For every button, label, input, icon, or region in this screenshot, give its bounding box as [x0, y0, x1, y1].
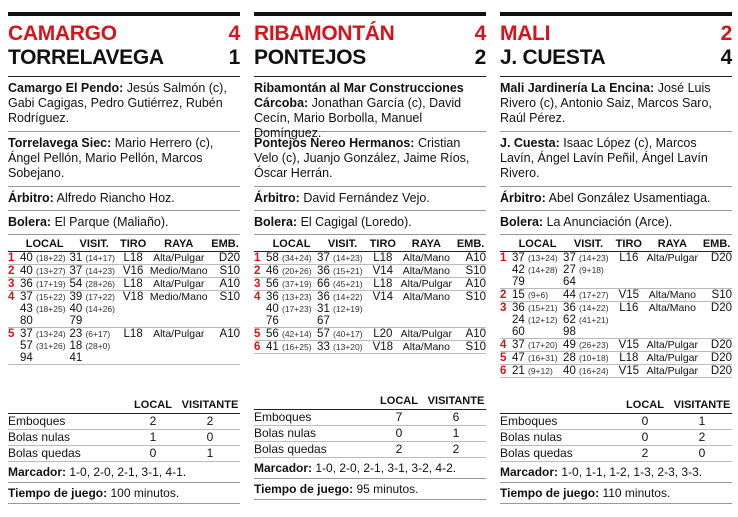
home-team-row: [8, 22, 240, 46]
throw-local: 21 (9+12): [512, 365, 553, 377]
away-lineup-players: Mario Herrero (c), Ángel Pellón, Mario Pellón, Marcos Sobejano.: [8, 136, 214, 180]
summary-quedas: [8, 446, 240, 462]
home-lineup: [500, 77, 732, 132]
summary-label: Emboques: [8, 414, 66, 428]
throw-emb: D20: [710, 339, 732, 351]
throw-number: 1: [254, 252, 261, 264]
summary-local-header: LOCAL: [626, 399, 664, 411]
tiempo: [500, 483, 732, 504]
referee-name: David Fernández Vejo.: [303, 191, 430, 205]
summary-emboques: [8, 414, 240, 430]
throw-raya: Alta/Pulgar: [646, 252, 699, 264]
summary-label: Emboques: [254, 410, 312, 424]
th-local: LOCAL: [512, 237, 563, 252]
summary-label: Bolas nulas: [500, 430, 563, 444]
throw-subrow: [500, 326, 732, 338]
throw-emb: A10: [465, 278, 486, 290]
summary-local-value: 0: [641, 414, 649, 428]
throw-emb: D20: [218, 252, 240, 264]
throw-subrow: [8, 352, 240, 364]
away-lineup-label: J. Cuesta:: [500, 136, 560, 150]
summary-local-header: LOCAL: [380, 395, 418, 407]
throw-local: 56 (42+14): [266, 328, 312, 340]
throw-subrow: [8, 303, 240, 315]
throw-local: 56 (37+19): [266, 278, 312, 290]
th-tiro: TIRO: [119, 238, 147, 250]
throw-number: 1: [8, 252, 15, 264]
referee: [254, 187, 486, 211]
throw-emb: A10: [465, 328, 486, 340]
throw-raya: Alta/Pulgar: [646, 352, 699, 364]
referee: [8, 187, 240, 211]
throw-visit: 28 (10+18): [563, 352, 609, 364]
throw-number: 3: [500, 302, 507, 314]
summary-local-value: 2: [395, 442, 403, 456]
throw-row: [254, 291, 486, 304]
th-local: LOCAL: [20, 237, 69, 252]
throw-row: [254, 341, 486, 354]
home-team-row: [500, 22, 732, 46]
home-lineup-label: Mali Jardinería La Encina:: [500, 81, 655, 95]
summary-label: Bolas nulas: [8, 430, 71, 444]
throw-tiro: V18: [372, 341, 394, 353]
away-team-score: 2: [474, 46, 486, 69]
referee-label: Árbitro:: [254, 191, 300, 205]
home-team-row: [254, 22, 486, 46]
match-column-camargo: [8, 12, 240, 365]
match-column-mali: [500, 12, 732, 378]
throw-number: 5: [8, 328, 15, 340]
throw-number: 2: [500, 289, 507, 301]
throw-visit-extra: 27 (9+18): [563, 264, 604, 276]
referee-name: Abel González Usamentiaga.: [548, 191, 711, 205]
throw-number: 4: [8, 291, 15, 303]
throw-subrow: [8, 315, 240, 327]
throw-visit-extra: 64: [563, 276, 576, 288]
throw-tiro: L16: [619, 252, 639, 264]
throw-number: 3: [254, 278, 261, 290]
throw-number: 5: [254, 328, 261, 340]
tiempo-value: 95 minutos.: [356, 482, 419, 496]
venue-name: El Parque (Maliaño).: [54, 215, 169, 229]
throw-local: 37 (13+24): [512, 252, 558, 264]
throw-subrow: [500, 276, 732, 288]
home-lineup: [8, 77, 240, 132]
marcador-label: Marcador:: [500, 465, 559, 479]
throw-tiro: L18: [373, 252, 393, 264]
throw-visit: 37 (14+23): [317, 252, 363, 264]
marcador-value: 1-0, 1-1, 1-2, 1-3, 2-3, 3-3.: [561, 465, 703, 479]
throw-tiro: V15: [618, 339, 640, 351]
summary-header: [8, 398, 240, 414]
away-team-name: PONTEJOS: [254, 46, 366, 69]
throw-visit-extra: 18 (28+0): [69, 340, 111, 352]
throw-number: 1: [500, 252, 507, 264]
summary-label: Bolas quedas: [254, 442, 327, 456]
throw-local: 40 (13+27): [20, 265, 66, 277]
away-lineup-label: Pontejos Nereo Hermanos:: [254, 136, 415, 150]
th-raya: RAYA: [644, 237, 702, 252]
throw-emb: S10: [465, 291, 486, 303]
throw-raya: Alta/Mano: [402, 265, 450, 277]
summary-visit-value: 1: [206, 446, 214, 460]
summary-visitante-header: VISITANTE: [181, 399, 239, 411]
throw-tiro: V14: [372, 265, 394, 277]
throw-emb: S10: [219, 291, 240, 303]
throw-raya: Alta/Pulgar: [646, 339, 699, 351]
throw-row: [8, 291, 240, 304]
throw-row: [500, 302, 732, 315]
throw-visit: 66 (45+21): [317, 278, 363, 290]
throw-visit: 49 (26+23): [563, 339, 609, 351]
away-lineup-players: Cristian Velo (c), Juanjo González, Jaime Ríos, Óscar Herrán.: [254, 136, 470, 180]
throw-local-extra: 80: [20, 315, 33, 327]
summary-label: Bolas quedas: [500, 446, 573, 460]
column-top-rule: [500, 12, 732, 16]
referee: [500, 187, 732, 211]
summary-visit-value: 0: [206, 430, 214, 444]
home-lineup-label: Camargo El Pendo:: [8, 81, 124, 95]
throw-row: [500, 289, 732, 302]
throw-visit-extra: 40 (14+26): [69, 303, 115, 315]
marcador: [254, 458, 486, 479]
summary-nulas: [500, 430, 732, 446]
throw-raya: Medio/Mano: [149, 291, 208, 303]
throw-local-extra: 43 (18+25): [20, 303, 66, 315]
home-lineup-players: Jonathan García (c), David Cecín, Mario Borbolla, Manuel Domínguez.: [254, 96, 462, 140]
home-team-name: CAMARGO: [8, 22, 117, 45]
throw-emb: D20: [710, 365, 732, 377]
summary-visit-value: 6: [452, 410, 460, 424]
throw-subrow: [254, 315, 486, 327]
throw-local: 37 (15+22): [20, 291, 66, 303]
summary-visit-value: 1: [698, 414, 706, 428]
throw-local-extra: 57 (31+26): [20, 340, 66, 352]
home-team-score: 4: [228, 22, 240, 45]
home-team-score: 2: [720, 22, 732, 45]
home-team-name: RIBAMONTÁN: [254, 22, 395, 45]
throw-raya: Medio/Mano: [149, 265, 208, 277]
home-lineup: [254, 77, 486, 140]
throw-raya: Alta/Pulgar: [153, 278, 205, 290]
th-emb: EMB.: [211, 238, 239, 250]
throw-row: [500, 365, 732, 378]
summary-visitante-header: VISITANTE: [673, 399, 731, 411]
throw-visit-extra: 62 (41+21): [563, 314, 609, 326]
throw-raya: Alta/Pulgar: [400, 278, 453, 290]
throw-row: [254, 328, 486, 341]
summary-visit-value: 2: [206, 414, 214, 428]
throw-tiro: L20: [373, 328, 393, 340]
throw-local: 36 (15+21): [512, 302, 558, 314]
throw-visit: 39 (17+22): [69, 291, 115, 303]
throw-visit: 37 (14+23): [69, 265, 115, 277]
venue: [254, 211, 486, 235]
venue-label: Bolera:: [254, 215, 298, 229]
throw-row: [500, 252, 732, 265]
marcador-label: Marcador:: [254, 461, 313, 475]
summary-local-value: 0: [641, 430, 649, 444]
throw-visit: 44 (17+27): [563, 289, 609, 301]
throw-visit: 31 (14+17): [69, 252, 115, 264]
referee-label: Árbitro:: [8, 191, 54, 205]
away-lineup-label: Torrelavega Siec:: [8, 136, 112, 150]
throw-local-extra: 24 (12+12): [512, 314, 558, 326]
throw-row: [254, 252, 486, 265]
summary-mali: [500, 398, 732, 504]
throw-number: 2: [8, 265, 15, 277]
throw-local: 40 (18+22): [20, 252, 66, 264]
venue: [500, 211, 732, 235]
throws-table: [254, 237, 486, 354]
throw-tiro: L18: [123, 252, 143, 264]
summary-emboques: [500, 414, 732, 430]
away-team-row: [500, 46, 732, 70]
throw-emb: A10: [465, 252, 486, 264]
throw-subrow: [8, 340, 240, 352]
throw-visit-extra: 41: [69, 352, 83, 364]
away-lineup: [8, 132, 240, 187]
tiempo: [8, 483, 240, 504]
throw-tiro: V14: [372, 291, 394, 303]
throw-emb: A10: [219, 278, 240, 290]
throw-local: 37 (17+20): [512, 339, 558, 351]
throw-visit-extra: 31 (12+19): [317, 303, 363, 315]
throw-row: [500, 352, 732, 365]
throw-row: [254, 278, 486, 291]
summary-local-value: 0: [149, 446, 157, 460]
throw-emb: S10: [219, 265, 240, 277]
throw-local: 36 (17+19): [20, 278, 66, 290]
th-tiro: TIRO: [615, 238, 642, 250]
summary-emboques: [254, 410, 486, 426]
away-team-score: 1: [228, 46, 240, 69]
throw-visit: 33 (13+20): [317, 341, 363, 353]
throw-visit: 54 (28+26): [69, 278, 115, 290]
summary-local-value: 2: [641, 446, 649, 460]
throw-emb: S10: [465, 265, 486, 277]
th-raya: RAYA: [147, 237, 210, 252]
throw-tiro: L18: [619, 352, 639, 364]
throw-visit-extra: 98: [563, 326, 576, 338]
throw-raya: Alta/Mano: [648, 289, 696, 301]
summary-quedas: [500, 446, 732, 462]
throw-raya: Alta/Mano: [402, 252, 450, 264]
throw-visit: 57 (40+17): [317, 328, 363, 340]
summary-label: Emboques: [500, 414, 558, 428]
tiempo-label: Tiempo de juego:: [500, 486, 600, 500]
throw-row: [8, 328, 240, 341]
throw-local-extra: 60: [512, 326, 525, 338]
away-team-name: J. CUESTA: [500, 46, 606, 69]
summary-local-value: 1: [149, 430, 157, 444]
throw-row: [8, 265, 240, 278]
throw-row: [254, 265, 486, 278]
throw-subrow: [500, 264, 732, 276]
th-visit: VISIT.: [563, 237, 614, 252]
summary-label: Bolas quedas: [8, 446, 81, 460]
marcador: [8, 462, 240, 483]
marcador-value: 1-0, 2-0, 2-1, 3-1, 4-1.: [69, 465, 187, 479]
home-team-name: MALI: [500, 22, 551, 45]
marcador: [500, 462, 732, 483]
summary-header: [500, 398, 732, 414]
summary-nulas: [8, 430, 240, 446]
th-tiro: TIRO: [369, 238, 396, 250]
throw-number: 4: [500, 339, 507, 351]
summary-local-value: 0: [395, 426, 403, 440]
th-raya: RAYA: [398, 237, 456, 252]
summary-visit-value: 2: [698, 430, 706, 444]
throw-number: 5: [500, 352, 507, 364]
summary-visitante-header: VISITANTE: [427, 395, 485, 407]
tiempo-value: 110 minutos.: [602, 486, 671, 500]
summary-visit-value: 0: [698, 446, 706, 460]
throw-visit-extra: 79: [69, 315, 83, 327]
throw-number: 3: [8, 278, 15, 290]
throw-local: 58 (34+24): [266, 252, 312, 264]
summary-header: [254, 394, 486, 410]
throw-raya: Alta/Pulgar: [400, 328, 453, 340]
marcador-label: Marcador:: [8, 465, 67, 479]
throw-visit: 23 (6+17): [69, 328, 111, 340]
summary-visit-value: 2: [452, 442, 460, 456]
column-top-rule: [254, 12, 486, 16]
home-lineup-label: Ribamontán al Mar Construcciones Cárcoba:: [254, 81, 464, 110]
th-emb: EMB.: [702, 238, 731, 250]
tiempo: [254, 479, 486, 500]
away-lineup: [500, 132, 732, 187]
throw-visit: 36 (15+21): [317, 265, 363, 277]
throw-raya: Alta/Pulgar: [153, 252, 205, 264]
tiempo-value: 100 minutos.: [110, 486, 180, 500]
throw-local: 41 (16+25): [266, 341, 312, 353]
throw-emb: S10: [711, 289, 732, 301]
throw-number: 6: [500, 365, 507, 377]
throw-tiro: V18: [122, 291, 144, 303]
throw-tiro: L18: [123, 328, 143, 340]
throw-local-extra: 79: [512, 276, 525, 288]
venue-name: La Anunciación (Arce).: [546, 215, 673, 229]
marcador-value: 1-0, 2-0, 2-1, 3-1, 3-2, 4-2.: [315, 461, 457, 475]
home-lineup-players: José Luis Rivero (c), Antonio Saiz, Marcos Saro, Raúl Pérez.: [500, 81, 712, 125]
throw-raya: Alta/Mano: [648, 302, 696, 314]
th-local: LOCAL: [266, 237, 317, 252]
throw-subrow: [254, 303, 486, 315]
throw-visit-extra: 67: [317, 315, 330, 327]
summary-ribamontan: [254, 394, 486, 500]
throw-raya: Alta/Pulgar: [646, 365, 699, 377]
summary-visit-value: 1: [452, 426, 460, 440]
away-lineup-players: Isaac López (c), Marcos Lavín, Ángel Lavín Peñil, Ángel Lavín Rivero.: [500, 136, 708, 180]
throw-raya: Alta/Pulgar: [153, 328, 205, 340]
throw-local: 36 (13+23): [266, 291, 312, 303]
throw-emb: A10: [219, 328, 240, 340]
th-visit: VISIT.: [317, 237, 368, 252]
venue-label: Bolera:: [500, 215, 544, 229]
throw-local: 15 (9+6): [512, 289, 549, 301]
summary-label: Bolas nulas: [254, 426, 317, 440]
throw-tiro: L18: [373, 278, 393, 290]
venue-label: Bolera:: [8, 215, 52, 229]
tiempo-label: Tiempo de juego:: [254, 482, 354, 496]
away-team-row: [254, 46, 486, 70]
venue-name: El Cagigal (Loredo).: [300, 215, 412, 229]
home-lineup-players: Jesús Salmón (c), Gabi Cagigas, Pedro Gutiérrez, Rubén Rodríguez.: [8, 81, 227, 125]
summary-quedas: [254, 442, 486, 458]
throw-visit: 36 (14+22): [563, 302, 609, 314]
throw-row: [500, 339, 732, 352]
throw-visit: 36 (14+22): [317, 291, 363, 303]
throw-number: 4: [254, 291, 261, 303]
column-top-rule: [8, 12, 240, 16]
throw-tiro: L18: [123, 278, 143, 290]
throw-visit: 40 (16+24): [563, 365, 609, 377]
throw-emb: D20: [710, 252, 732, 264]
throw-tiro: V15: [618, 289, 640, 301]
throw-tiro: L16: [619, 302, 639, 314]
throw-tiro: V16: [122, 265, 144, 277]
venue: [8, 211, 240, 235]
referee-name: Alfredo Riancho Hoz.: [56, 191, 175, 205]
throw-local-extra: 40 (17+23): [266, 303, 312, 315]
throw-row: [8, 252, 240, 265]
throw-local: 46 (20+26): [266, 265, 312, 277]
throw-subrow: [500, 314, 732, 326]
throw-local: 47 (16+31): [512, 352, 558, 364]
summary-local-value: 7: [395, 410, 403, 424]
throw-local-extra: 76: [266, 315, 279, 327]
throw-raya: Alta/Mano: [402, 291, 450, 303]
away-team-name: TORRELAVEGA: [8, 46, 164, 69]
away-team-row: [8, 46, 240, 70]
throw-visit: 37 (14+23): [563, 252, 609, 264]
throw-raya: Alta/Mano: [402, 341, 450, 353]
home-team-score: 4: [474, 22, 486, 45]
throws-table: [8, 237, 240, 365]
th-visit: VISIT.: [69, 237, 118, 252]
tiempo-label: Tiempo de juego:: [8, 486, 108, 500]
throw-local-extra: 94: [20, 352, 33, 364]
summary-camargo: [8, 398, 240, 504]
th-emb: EMB.: [456, 238, 485, 250]
throw-emb: S10: [465, 341, 486, 353]
summary-local-value: 2: [149, 414, 157, 428]
throw-tiro: V15: [618, 365, 640, 377]
summary-local-header: LOCAL: [134, 399, 172, 411]
throw-emb: D20: [710, 302, 732, 314]
throw-number: 2: [254, 265, 261, 277]
referee-label: Árbitro:: [500, 191, 546, 205]
throw-emb: D20: [710, 352, 732, 364]
away-team-score: 4: [720, 46, 732, 69]
summary-nulas: [254, 426, 486, 442]
throws-table: [500, 237, 732, 378]
throw-local-extra: 42 (14+28): [512, 264, 558, 276]
throw-number: 6: [254, 341, 261, 353]
throw-local: 37 (13+24): [20, 328, 66, 340]
throw-row: [8, 278, 240, 291]
away-lineup: [254, 132, 486, 187]
match-column-ribamontan: [254, 12, 486, 354]
